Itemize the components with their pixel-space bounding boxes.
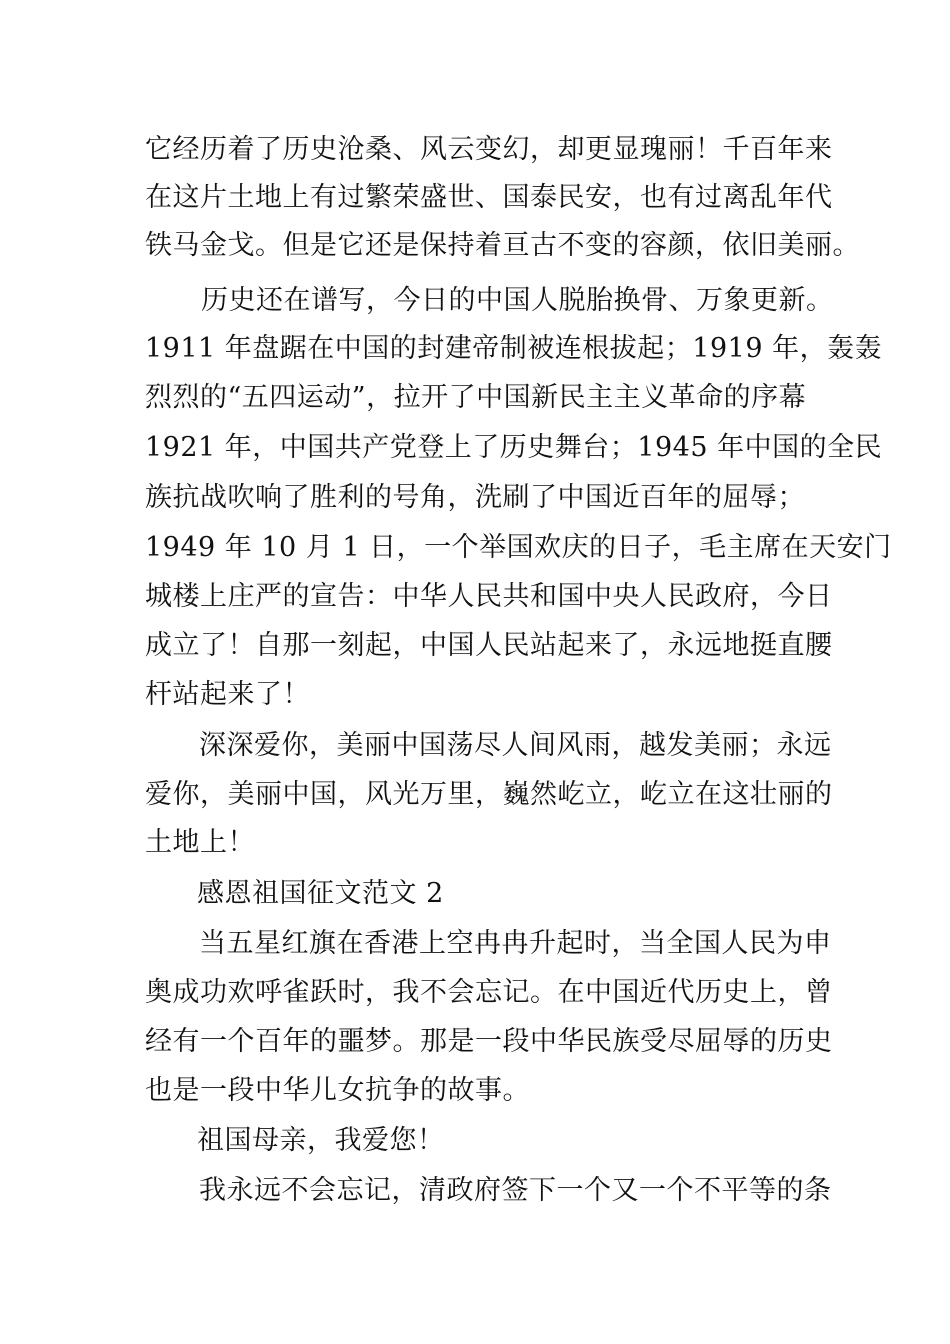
text-line-2: 在这片土地上有过繁荣盛世、国泰民安，也有过离乱年代 (145, 182, 833, 213)
text-line-8: 族抗战吹响了胜利的号角，洗刷了中国近百年的屈辱； (145, 482, 805, 513)
text-line-17: 当五星红旗在香港上空冉冉升起时，当全国人民为申 (199, 928, 832, 959)
text-line-14: 爱你，美丽中国，风光万里，巍然屹立，屹立在这壮丽的 (145, 779, 833, 810)
text-line-5: 1911 年盘踞在中国的封建帝制被连根拔起；1919 年，轰轰 (145, 333, 883, 364)
text-line-4: 历史还在谱写，今日的中国人脱胎换骨、万象更新。 (201, 285, 834, 316)
text-line-21: 祖国母亲，我爱您！ (197, 1125, 445, 1156)
text-line-1: 它经历着了历史沧桑、风云变幻，却更显瑰丽！千百年来 (145, 134, 833, 165)
text-line-9: 1949 年 10 月 1 日，一个举国欢庆的日子，毛主席在天安门 (145, 532, 892, 563)
text-line-13: 深深爱你，美丽中国荡尽人间风雨，越发美丽；永远 (199, 730, 832, 761)
section-heading: 感恩祖国征文范文 2 (197, 878, 444, 909)
text-line-22: 我永远不会忘记，清政府签下一个又一个不平等的条 (199, 1175, 832, 1206)
text-line-18: 奥成功欢呼雀跃时，我不会忘记。在中国近代历史上，曾 (145, 977, 833, 1008)
text-line-3: 铁马金戈。但是它还是保持着亘古不变的容颜，依旧美丽。 (145, 230, 860, 261)
text-line-20: 也是一段中华儿女抗争的故事。 (145, 1075, 530, 1106)
text-line-6: 烈烈的“五四运动”，拉开了中国新民主主义革命的序幕 (145, 382, 807, 413)
text-line-11: 成立了！自那一刻起，中国人民站起来了，永远地挺直腰 (145, 630, 833, 661)
text-line-10: 城楼上庄严的宣告：中华人民共和国中央人民政府，今日 (145, 581, 833, 612)
text-line-7: 1921 年，中国共产党登上了历史舞台；1945 年中国的全民 (145, 432, 883, 463)
text-line-19: 经有一个百年的噩梦。那是一段中华民族受尽屈辱的历史 (145, 1026, 833, 1057)
text-line-12: 杆站起来了！ (145, 679, 310, 710)
text-line-15: 土地上！ (145, 827, 255, 858)
